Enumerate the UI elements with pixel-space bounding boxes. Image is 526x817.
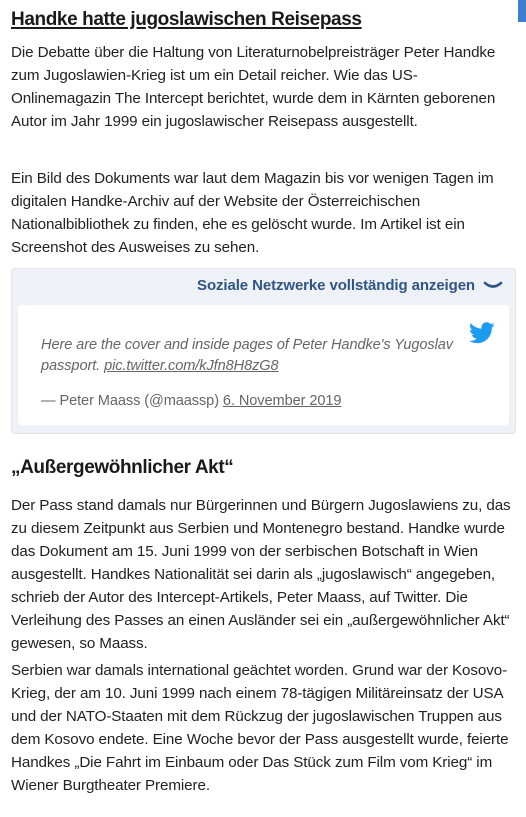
paragraph-passport-details: Der Pass stand damals nur Bürgerinnen und Bürgern Jugoslawiens zu, das zu diesem Zeitpunkt aus Serbien und Montenegro bestand. Handke wurde das Dokument am 15. Juni 1999 von der serbischen Botschaft in Wien ausgestellt. Handkes Nationalität sei darin als „jugoslawisch“ angegeben, schrieb der Autor des Intercept-Artikels, Peter Maass, auf Twitter. Die Verleihung des Passes an einen Ausländer sei ein „außergewöhnlicher Akt“ gewesen, so Maass.	[11, 497, 511, 652]
tweet-text-body: Here are the cover and inside pages of Peter Handke's Yugoslav passport.	[41, 337, 453, 374]
paragraph-archive: Ein Bild des Dokuments war laut dem Magazin bis vor wenigen Tagen im digitalen Handke-Archiv auf der Website der Österreichischen Nationalbibliothek zu finden, ehe es gelöscht wurde. Im Artikel ist ein Screenshot des Ausweises zu sehen.	[11, 170, 494, 256]
twitter-bird-icon[interactable]	[469, 322, 495, 344]
social-embed-panel	[11, 268, 516, 434]
social-expand-toggle[interactable]	[197, 277, 503, 294]
tweet-card	[18, 305, 509, 425]
scrollbar-edge	[518, 0, 526, 22]
section-heading-extraordinary: „Außergewöhnlicher Akt“	[11, 457, 234, 478]
tweet-date-link[interactable]: 6. November 2019	[222, 393, 342, 409]
paragraph-intro: Die Debatte über die Haltung von Literaturnobelpreisträger Peter Handke zum Jugoslawien-Krieg ist um ein Detail reicher. Wie das US-Onlinemagazin The Intercept berichtet, wurde dem in Kärnten geborenen Autor im Jahr 1999 ein jugoslawischer Reisepass ausgestellt.	[11, 44, 496, 130]
social-expand-label[interactable]: Soziale Netzwerke vollständig anzeigen	[197, 277, 475, 294]
tweet-pic-link[interactable]: pic.twitter.com/kJfn8H8zG8	[104, 358, 279, 374]
paragraph-kosovo: Serbien war damals international geächtet worden. Grund war der Kosovo-Krieg, der am 10. Juni 1999 nach einem 78-tägigen Militäreinsatz der USA und der NATO-Staaten mit dem Rückzug der jugoslawischen Truppen aus dem Kosovo endete. Eine Woche bevor der Pass ausgestellt wurde, feierte Handkes „Die Fahrt im Einbaum oder Das Stück zum Film vom Krieg“ im Wiener Burgtheater Premiere.	[11, 662, 509, 794]
chevron-down-icon[interactable]	[483, 280, 503, 292]
tweet-author	[41, 393, 341, 409]
tweet-text	[41, 335, 461, 377]
section-heading-passport[interactable]: Handke hatte jugoslawischen Reisepass	[11, 9, 362, 30]
tweet-author-name: — Peter Maass (@maassp)	[41, 393, 223, 409]
